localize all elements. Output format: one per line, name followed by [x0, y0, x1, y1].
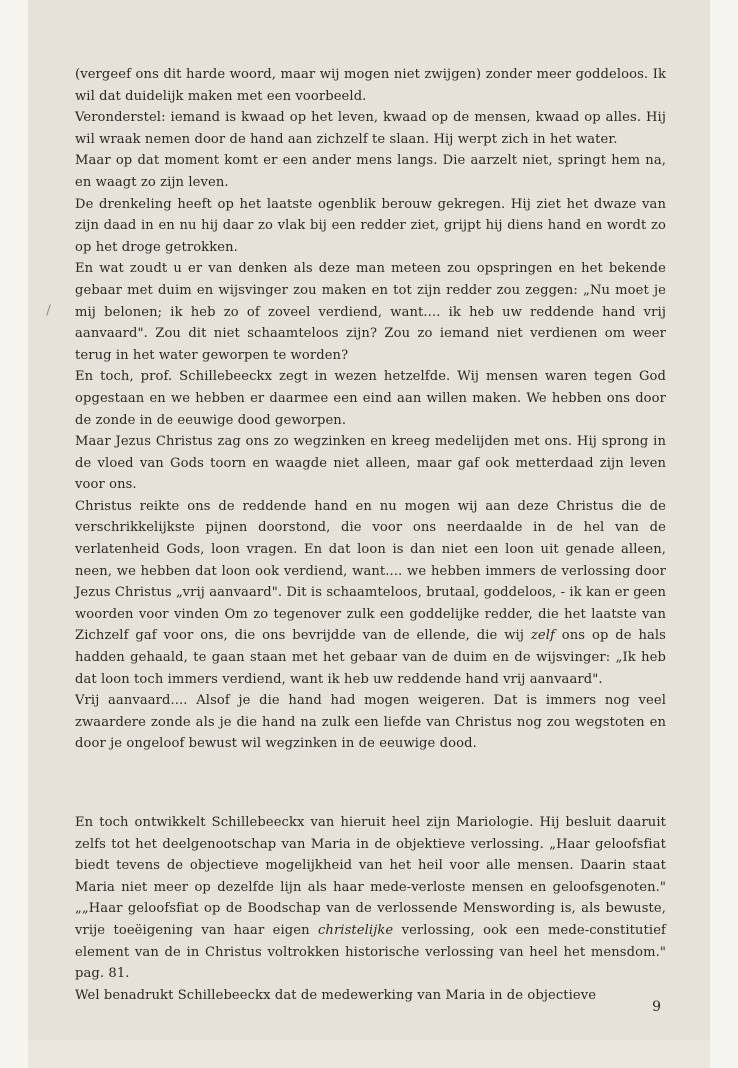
italic-word: christelijke [317, 922, 394, 938]
paragraph-text: En toch ontwikkelt Schillebeeckx van hieruit heel zijn Mariologie. Hij besluit daaruit zelfs tot het deelgenootschap van Maria in de objektieve verlossing. „Haar geloofsfiat biedt tevens de objectieve mogelijkheid van het heil voor alle mensen. Daarin staat Maria niet meer op dezelfde lijn als haar mede-verloste mensen en geloofsgenoten." „„Haar geloofsfiat op de Boodschap van de verlossende Menswording is, als bewuste, vrije toeëigening van haar eigen [75, 815, 666, 938]
italic-word: zelf [530, 628, 555, 644]
paragraph-text: Christus reikte ons de reddende hand en nu mogen wij aan deze Christus die de verschrikkelijkste pijnen doorstond, die voor ons neerdaalde in de hel van de verlatenheid Gods, loon vragen. En dat loon is dan niet een loon uit genade alleen, neen, we hebben dat loon ook verdiend, want.... we hebben immers de verlossing door Jezus Christus „vrij aanvaard". Dit is schaamteloos, brutaal, goddeloos, - ik kan er geen woorden voor vinden Om zo tegenover zulk een goddelijke redder, die het laatste van Zichzelf gaf voor ons, die ons bevrijdde van de ellende, die wij [75, 498, 666, 644]
paragraph: En wat zoudt u er van denken als deze man meteen zou opspringen en het bekende gebaar met duim en wijsvinger zou maken en tot zijn redder zou zeggen: „Nu moet je mij belonen; ik heb zo of zoveel verdiend, want.... ik heb uw reddende hand vrij aanvaard". Zou dit niet schaamteloos zijn? Zou zo iemand niet verdienen om weer terug in het water geworpen te worden? [75, 261, 666, 363]
page-number: 9 [652, 999, 661, 1015]
scan-margin-right [710, 0, 738, 1068]
body-text-bottom [75, 812, 666, 1006]
paragraph: De drenkeling heeft op het laatste ogenblik berouw gekregen. Hij ziet het dwaze van zijn daad in en nu hij daar zo vlak bij een redder ziet, grijpt hij diens hand en wordt zo op het droge getrokken. [75, 196, 666, 255]
paragraph: (vergeef ons dit harde woord, maar wij mogen niet zwijgen) zonder meer goddeloos. Ik wil dat duidelijk maken met een voorbeeld. [75, 67, 666, 104]
paragraph-text: ons op de hals hadden gehaald, te gaan staan met het gebaar van de duim en de wijsvinger: „Ik heb dat loon toch immers verdiend, want ik heb uw reddende hand vrij aanvaard". [75, 628, 667, 687]
paragraph: Maar op dat moment komt er een ander mens langs. Die aarzelt niet, springt hem na, en waagt zo zijn leven. [75, 153, 666, 190]
paragraph: Maar Jezus Christus zag ons zo wegzinken en kreeg medelijden met ons. Hij sprong in de vloed van Gods toorn en waagde niet alleen, maar gaf ook metterdaad zijn leven voor ons. [75, 434, 666, 493]
paragraph: Veronderstel: iemand is kwaad op het leven, kwaad op de mensen, kwaad op alles. Hij wil wraak nemen door de hand aan zichzelf te slaan. Hij werpt zich in het water. [75, 110, 666, 147]
paragraph: Vrij aanvaard.... Alsof je die hand had mogen weigeren. Dat is immers nog veel zwaardere zonde als je die hand na zulk een liefde van Christus nog zou wegstoten en door je ongeloof bewust wil wegzinken in de eeuwige dood. [75, 693, 666, 752]
paragraph [75, 812, 666, 985]
scan-margin-left [0, 0, 28, 1068]
paragraph-text: verlossing, ook een mede-constitutief element van de in Christus voltrokken historische verlossing van heel het mensdom." pag. 81. [75, 922, 666, 982]
body-text-top [75, 64, 666, 755]
paragraph: Wel benadrukt Schillebeeckx dat de medewerking van Maria in de objectieve [75, 987, 597, 1003]
paragraph: En toch, prof. Schillebeeckx zegt in wezen hetzelfde. Wij mensen waren tegen God opgestaan en we hebben er daarmee een eind aan willen maken. We hebben ons door de zonde in de eeuwige dood geworpen. [75, 369, 666, 428]
paragraph [75, 496, 666, 690]
